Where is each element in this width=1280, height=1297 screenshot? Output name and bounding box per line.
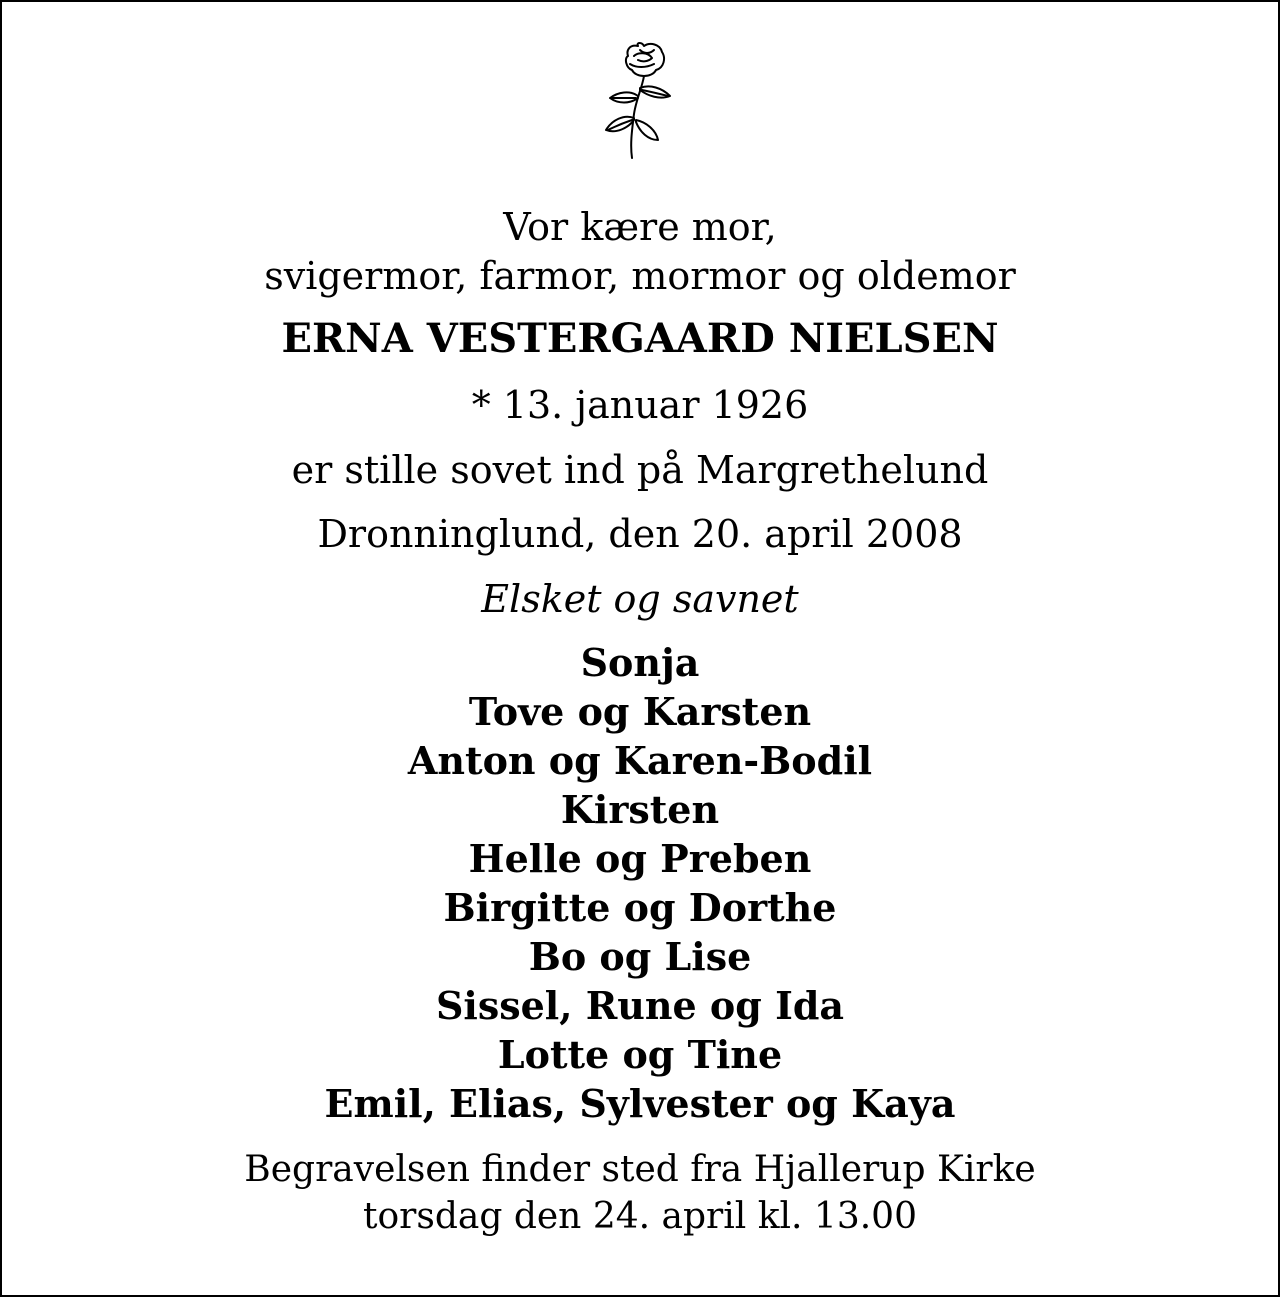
funeral-location: Begravelsen finder sted fra Hjallerup Kirke <box>244 1149 1036 1190</box>
family-member: Kirsten <box>560 787 720 832</box>
family-member: Sonja <box>580 640 700 685</box>
birth-date: * 13. januar 1926 <box>471 383 809 427</box>
loved-and-missed: Elsket og savnet <box>481 577 799 621</box>
family-member: Bo og Lise <box>528 934 752 979</box>
family-member: Birgitte og Dorthe <box>443 885 837 930</box>
death-date: Dronninglund, den 20. april 2008 <box>317 512 963 556</box>
intro-line-1: Vor kære mor, <box>503 205 777 249</box>
family-member: Helle og Preben <box>468 836 812 881</box>
family-member: Emil, Elias, Sylvester og Kaya <box>324 1081 956 1126</box>
deceased-name: ERNA VESTERGAARD NIELSEN <box>281 315 999 362</box>
family-member: Anton og Karen-Bodil <box>407 738 873 783</box>
death-place: er stille sovet ind på Margrethelund <box>291 448 989 492</box>
family-member: Sissel, Rune og Ida <box>435 983 845 1028</box>
family-member: Tove og Karsten <box>468 689 812 734</box>
rose-icon <box>600 38 684 162</box>
family-member: Lotte og Tine <box>497 1032 783 1077</box>
intro-line-2: svigermor, farmor, mormor og oldemor <box>264 254 1016 298</box>
funeral-time: torsdag den 24. april kl. 13.00 <box>363 1196 917 1237</box>
